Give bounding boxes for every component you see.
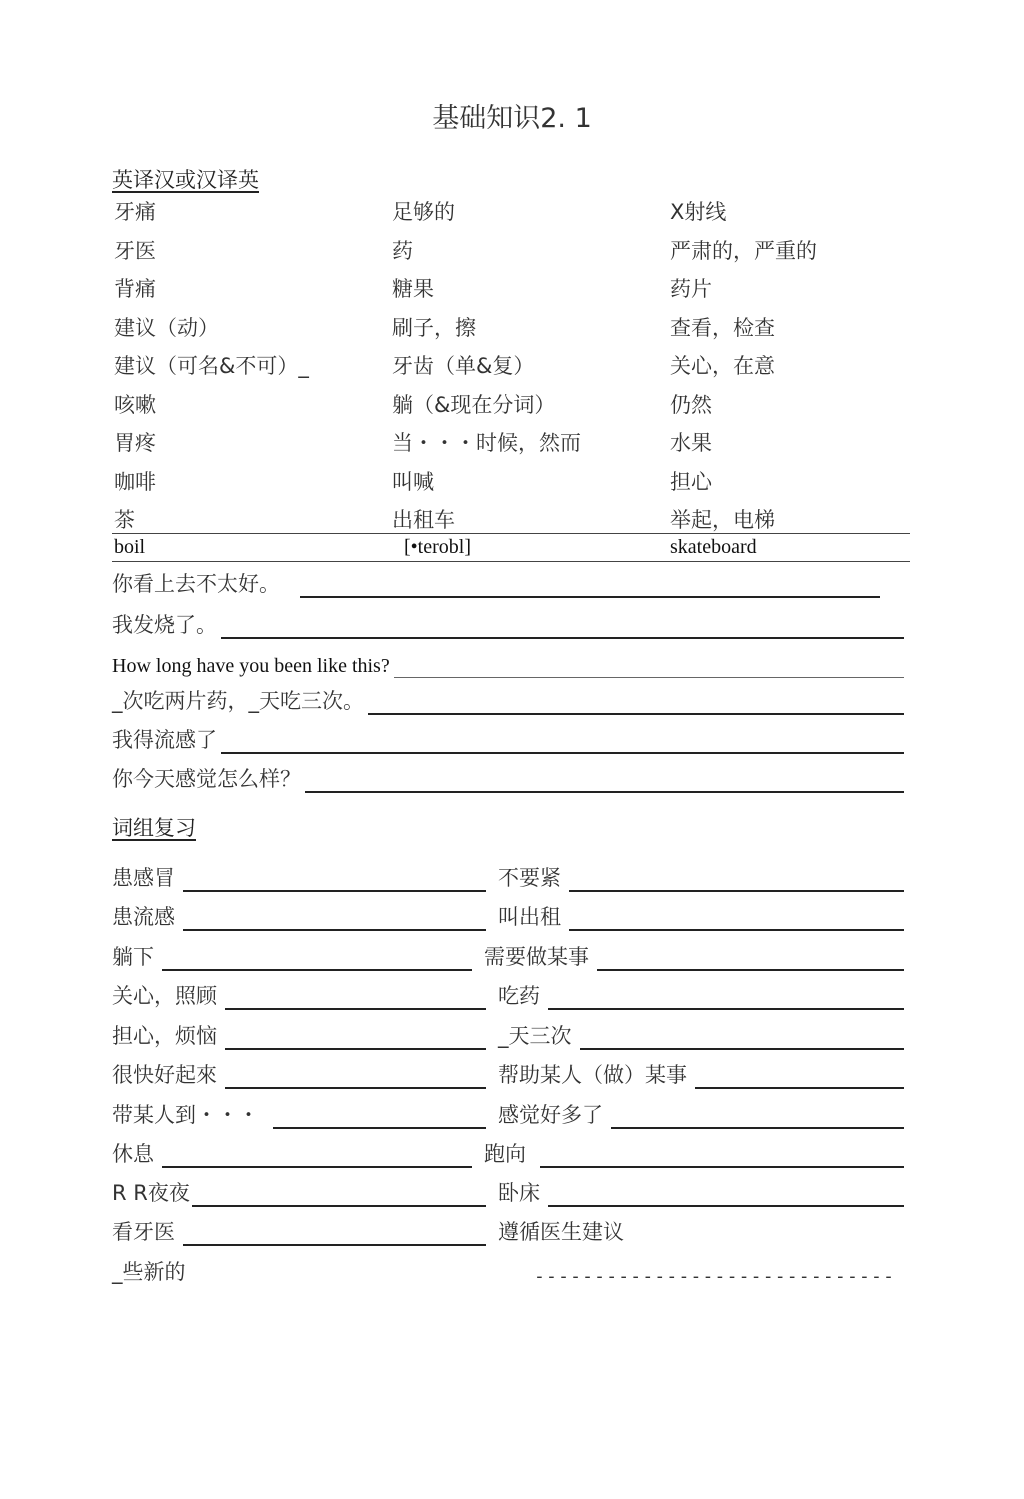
- answer-blank[interactable]: [300, 578, 880, 598]
- phrase-prompt: 很快好起來: [112, 1063, 217, 1087]
- english-words-row: [112, 533, 910, 562]
- answer-blank[interactable]: [580, 1030, 905, 1050]
- phrase-prompt: 叫出租: [498, 905, 561, 929]
- answer-blank[interactable]: [305, 773, 904, 793]
- phrase-prompt: 需要做某事: [484, 945, 589, 969]
- vocab-term: 咖啡: [114, 469, 156, 494]
- sentence-prompt: 你看上去不太好。: [112, 572, 280, 596]
- phrase-item: [112, 862, 486, 892]
- answer-blank[interactable]: [221, 619, 904, 639]
- phrase-prompt: 卧床: [498, 1181, 540, 1205]
- answer-blank[interactable]: [183, 911, 486, 931]
- vocab-term: 咳嗽: [114, 392, 156, 417]
- vocab-term: 药片: [670, 277, 712, 301]
- answer-blank[interactable]: [162, 1148, 472, 1168]
- phrase-prompt: 休息: [112, 1142, 154, 1166]
- vocab-row: [112, 462, 912, 501]
- answer-blank[interactable]: [368, 695, 904, 715]
- phrase-prompt: 不要紧: [498, 866, 561, 890]
- vocab-term: 建议（可名&不可）_: [114, 354, 309, 378]
- vocab-row: [112, 269, 912, 308]
- vocab-term: 建议（动）: [114, 315, 219, 340]
- phrase-prompt: R R夜夜: [112, 1181, 190, 1205]
- phrase-prompt: 躺下: [112, 945, 154, 969]
- sentence-item: [112, 648, 904, 678]
- answer-blank[interactable]: [611, 1109, 904, 1129]
- phrase-item: [112, 1099, 486, 1129]
- vocab-term: 当・・・时候，然而: [392, 431, 581, 455]
- vocab-term: 叫喊: [392, 469, 434, 494]
- vocab-term: 牙痛: [114, 200, 156, 224]
- phrase-item: [484, 941, 904, 971]
- phrase-prompt: 遵循医生建议: [498, 1220, 624, 1244]
- phrase-item: [112, 1216, 486, 1246]
- page-title: 基础知识2. 1: [432, 103, 592, 134]
- english-word: boil: [114, 536, 146, 558]
- vocab-term: 举起，电梯: [670, 508, 775, 532]
- answer-blank[interactable]: [183, 872, 486, 892]
- answer-blank[interactable]: [192, 1187, 486, 1207]
- vocab-term: 查看，检查: [670, 315, 775, 340]
- phrase-prompt: 患感冒: [112, 866, 175, 890]
- phrase-item: [498, 1177, 904, 1207]
- answer-blank[interactable]: [695, 1069, 904, 1089]
- answer-blank[interactable]: [569, 911, 904, 931]
- phrase-prompt: 看牙医: [112, 1220, 175, 1244]
- sentence-item: [112, 763, 904, 793]
- sentence-item: [112, 568, 880, 598]
- vocab-term: 背痛: [114, 277, 156, 301]
- phrase-item: [112, 941, 472, 971]
- dashed-answer-line[interactable]: ------------------------------: [534, 1266, 896, 1287]
- vocab-row: [112, 192, 912, 231]
- vocab-term: 牙医: [114, 238, 156, 263]
- phrase-item: [112, 1059, 486, 1089]
- vocab-term: 刷子，擦: [392, 315, 476, 340]
- phrase-item: [112, 1256, 486, 1286]
- answer-blank[interactable]: [225, 990, 486, 1010]
- phrase-item: [112, 901, 486, 931]
- phrase-prompt: 感觉好多了: [498, 1103, 603, 1127]
- vocab-term: 严肃的，严重的: [670, 238, 817, 263]
- vocab-term: 足够的: [392, 200, 455, 224]
- phrase-item: [498, 1216, 904, 1246]
- phrase-item: [498, 1020, 904, 1050]
- sentence-prompt: How long have you been like this?: [112, 655, 390, 677]
- answer-blank[interactable]: [225, 1030, 486, 1050]
- phrase-item: [498, 980, 904, 1010]
- answer-blank[interactable]: [162, 951, 472, 971]
- phrase-item: [112, 980, 486, 1010]
- answer-blank[interactable]: [540, 1148, 904, 1168]
- vocab-term: 药: [392, 238, 413, 263]
- phrase-item: [498, 901, 904, 931]
- sentence-prompt: _次吃两片药，_天吃三次。: [112, 689, 364, 713]
- vocab-term: 胃疼: [114, 431, 156, 455]
- phrase-prompt: 患流感: [112, 905, 175, 929]
- answer-blank[interactable]: [548, 1187, 904, 1207]
- section-title-phrases: 词组复习: [112, 816, 196, 840]
- vocab-term: 担心: [670, 469, 712, 494]
- vocab-row: [112, 385, 912, 424]
- phrase-prompt: 关心，照顾: [112, 984, 217, 1008]
- vocab-term: 躺（&现在分词）: [392, 392, 556, 417]
- phrase-item: [484, 1138, 904, 1168]
- phrase-prompt: 跑向: [484, 1142, 526, 1166]
- phonetic-word: [•terobl]: [404, 536, 471, 558]
- sentence-item: [112, 685, 904, 715]
- vocab-term: 水果: [670, 431, 712, 455]
- answer-blank[interactable]: [548, 990, 904, 1010]
- answer-blank[interactable]: [569, 872, 904, 892]
- sentence-prompt: 我发烧了。: [112, 613, 217, 637]
- vocab-row: [112, 346, 912, 385]
- answer-blank[interactable]: [394, 659, 904, 678]
- vocab-term: 牙齿（单&复）: [392, 354, 535, 378]
- phrase-item: [498, 862, 904, 892]
- phrase-prompt: 吃药: [498, 984, 540, 1008]
- phrase-item: [498, 1059, 904, 1089]
- answer-blank[interactable]: [225, 1069, 486, 1089]
- english-word: skateboard: [670, 536, 757, 558]
- phrase-item: [112, 1177, 486, 1207]
- phrase-prompt: 带某人到・・・: [112, 1103, 259, 1127]
- phrase-item: [498, 1099, 904, 1129]
- vocab-term: 茶: [114, 508, 135, 532]
- phrase-prompt: 担心，烦恼: [112, 1024, 217, 1048]
- phrase-prompt: _些新的: [112, 1260, 186, 1284]
- vocab-term: X射线: [670, 200, 727, 224]
- vocab-grid: [112, 192, 912, 539]
- answer-blank[interactable]: [183, 1226, 486, 1246]
- vocab-term: 出租车: [392, 508, 455, 532]
- answer-blank[interactable]: [273, 1109, 486, 1129]
- sentence-prompt: 我得流感了: [112, 728, 217, 752]
- vocab-term: 糖果: [392, 277, 434, 301]
- sentence-item: [112, 724, 904, 754]
- phrase-item: [112, 1020, 486, 1050]
- phrase-prompt: 帮助某人（做）某事: [498, 1063, 687, 1087]
- phrase-item: [112, 1138, 472, 1168]
- sentence-prompt: 你今天感觉怎么样？: [112, 767, 301, 791]
- sentence-item: [112, 609, 904, 639]
- answer-blank[interactable]: [597, 951, 904, 971]
- phrase-prompt: _天三次: [498, 1024, 572, 1048]
- vocab-term: 仍然: [670, 392, 712, 417]
- vocab-row: [112, 308, 912, 347]
- answer-blank[interactable]: [221, 734, 904, 754]
- section-title-translation: 英译汉或汉译英: [112, 168, 259, 192]
- vocab-term: 关心，在意: [670, 354, 775, 378]
- vocab-row: [112, 423, 912, 462]
- vocab-row: [112, 231, 912, 270]
